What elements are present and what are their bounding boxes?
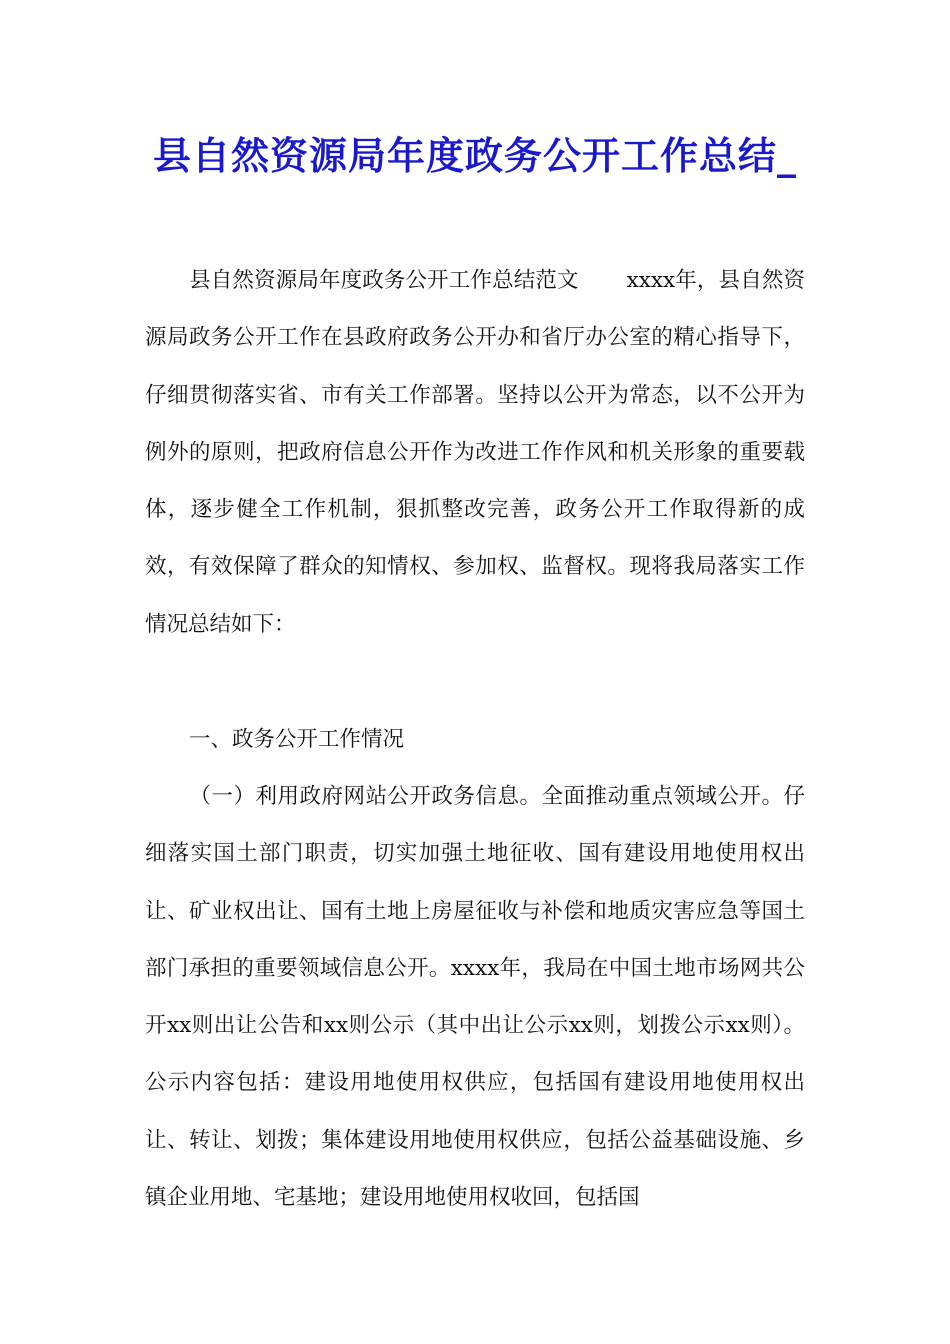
intro-body: xxxx年，县自然资源局政务公开工作在县政府政务公开办和省厅办公室的精心指导下，仔细贯彻落实省、市有关工作部署。坚持以公开为常态，以不公开为例外的原则，把政府信息公开作为改进工作作风和机关形象的重要载体，逐步健全工作机制，狠抓整改完善，政务公开工作取得新的成效，有效保障了群众的知情权、参加权、监督权。现将我局落实工作情况总结如下： [145,268,805,637]
section-1-paragraph [145,711,805,768]
section-1-1-paragraph [145,768,805,1226]
intro-heading: 县自然资源局年度政务公开工作总结范文 [189,268,579,293]
intro-paragraph [145,252,805,653]
section-1-1-text: （一）利用政府网站公开政务信息。全面推动重点领域公开。仔细落实国土部门职责，切实加强土地征收、国有建设用地使用权出让、矿业权出让、国有土地上房屋征收与补偿和地质灾害应急等国土部门承担的重要领域信息公开。xxxx年，我局在中国土地市场网共公开xx则出让公告和xx则公示（其中出让公示xx则，划拨公示xx则）。公示内容包括：建设用地使用权供应，包括国有建设用地使用权出让、转让、划拨；集体建设用地使用权供应，包括公益基础设施、乡镇企业用地、宅基地；建设用地使用权收回，包括国 [145,784,805,1211]
section-1-heading: 一、政务公开工作情况 [189,727,405,752]
document-title: 县自然资源局年度政务公开工作总结_ [152,134,797,178]
